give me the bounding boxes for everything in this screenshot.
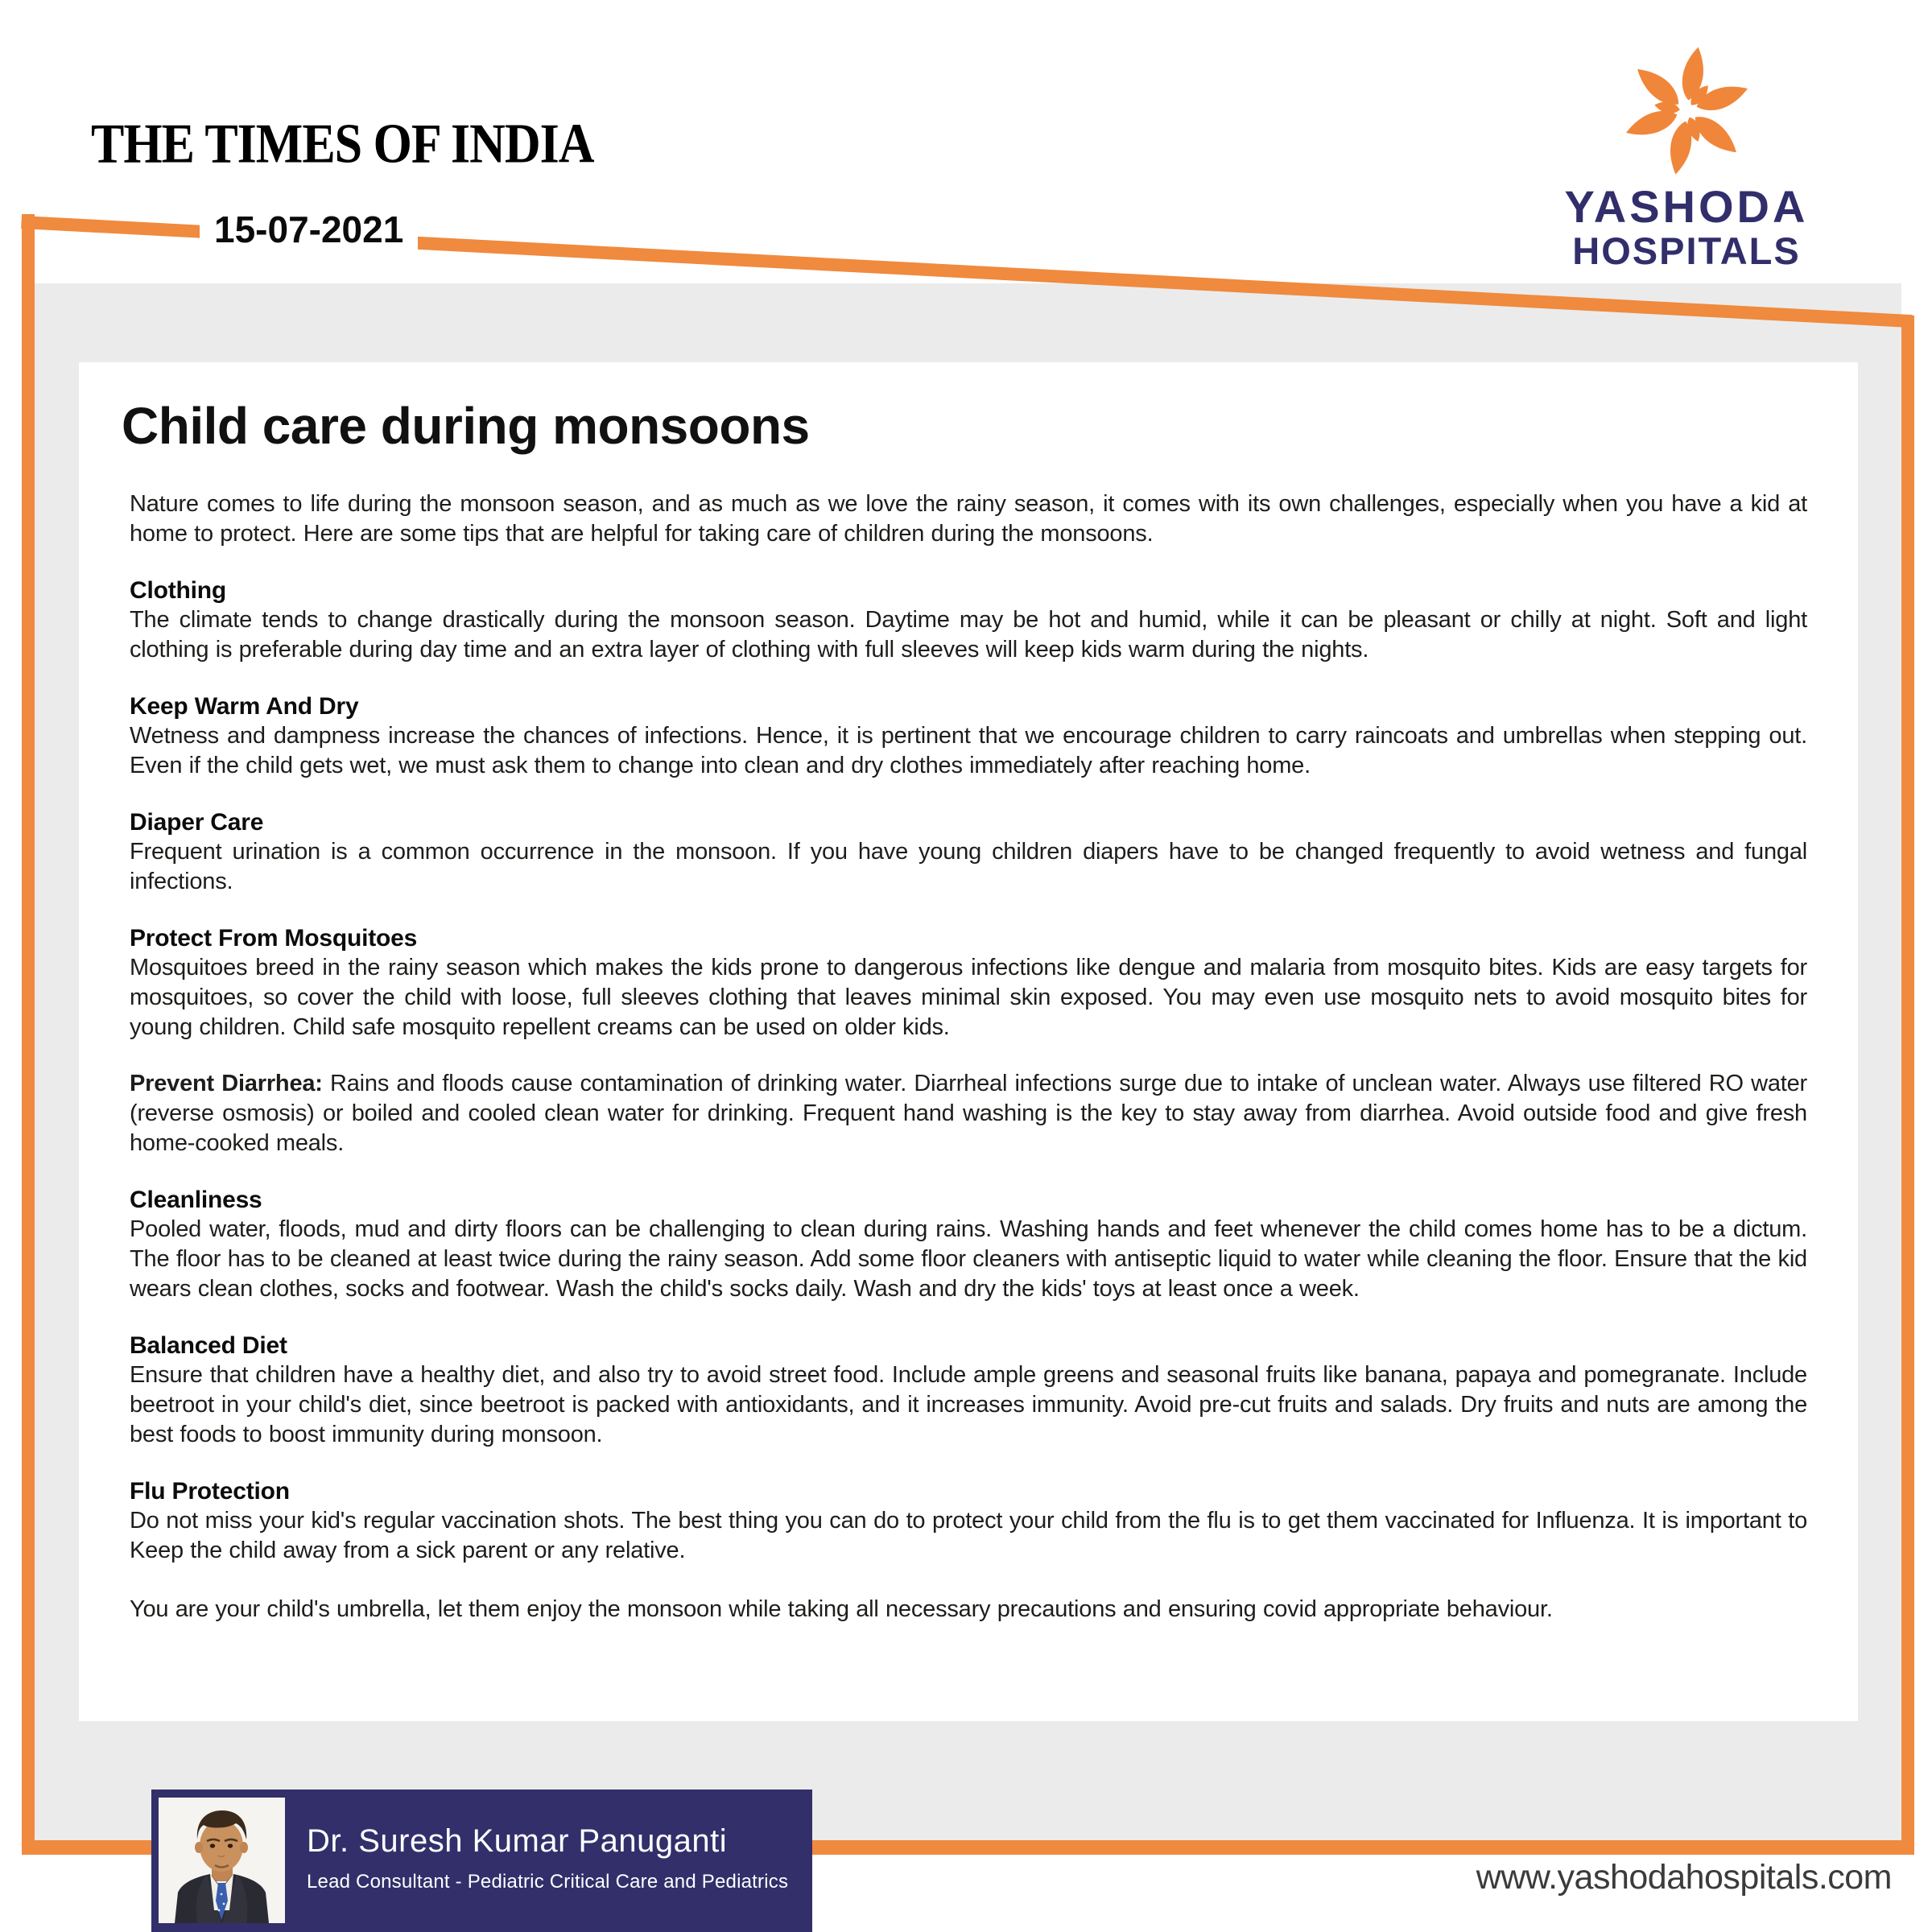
doctor-designation: Lead Consultant - Pediatric Critical Care and Pediatrics [307,1871,789,1893]
article-section [130,1476,1807,1566]
article-section [130,1331,1807,1450]
website-url[interactable]: www.yashodahospitals.com [1476,1858,1892,1897]
publication-date: 15-07-2021 [200,206,418,259]
frame-right-border [1901,316,1914,1854]
newspaper-masthead: THE TIMES OF INDIA [91,114,594,175]
article-section [130,576,1807,665]
section-heading-inline: Prevent Diarrhea: [130,1071,331,1097]
section-paragraph: Frequent urination is a common occurrence in the monsoon. If you have young children diapers have to be changed frequently to avoid wetness and fungal infections. [130,839,1807,895]
doctor-portrait-photo [159,1798,285,1923]
doctor-card [151,1790,812,1932]
article-section [130,1185,1807,1304]
logo-text-line2: HOSPITALS [1572,229,1801,272]
section-paragraph: Pooled water, floods, mud and dirty floors can be challenging to clean during rains. Washing hands and feet whenever the child comes home has to be a dictum. The floor has to be cleaned at least twice during the rainy season. Add some floor cleaners with antiseptic liquid to water while cleaning the floor. Ensure that the kid wears clean clothes, socks and footwear. Wash the child's socks daily. Wash and dry the kids' toys at least once a week. [130,1216,1807,1302]
section-heading: Balanced Diet [130,1332,287,1360]
section-paragraph: The climate tends to change drastically during the monsoon season. Daytime may be hot and humid, while it can be pleasant or chilly at night. Soft and light clothing is preferable during day time and an extra layer of clothing with full sleeves will keep kids warm during the nights. [130,607,1807,663]
article-section [130,1069,1807,1158]
doctor-name: Dr. Suresh Kumar Panuganti [307,1823,728,1859]
section-heading: Clothing [130,577,227,605]
logo-text-line1: YASHODA [1564,181,1809,232]
section-paragraph: Prevent Diarrhea: Rains and floods cause contamination of drinking water. Diarrheal infections surge due to intake of unclean water. Always use filtered RO water (reverse osmosis) or boiled and cooled clean water for drinking. Frequent hand washing is the key to stay away from diarrhea. Avoid outside food and give fresh home-cooked meals. [130,1071,1807,1157]
section-heading: Cleanliness [130,1187,262,1214]
frame-left-border [22,214,35,1854]
article-card [79,362,1858,1721]
section-heading: Keep Warm And Dry [130,693,359,720]
section-heading: Flu Protection [130,1478,290,1505]
article-section [130,691,1807,781]
section-heading: Protect From Mosquitoes [130,925,418,952]
hospital-logo [1550,40,1823,273]
article-sections [130,576,1807,1566]
article-section [130,923,1807,1042]
article-closing: You are your child's umbrella, let them enjoy the monsoon while taking all necessary precautions and ensuring covid appropriate behaviour. [130,1596,1553,1623]
article-intro: Nature comes to life during the monsoon season, and as much as we love the rainy season, it comes with its own challenges, especially when you have a kid at home to protect. Here are some tips that are helpful for taking care of children during the monsoons. [130,491,1807,547]
section-paragraph: Do not miss your kid's regular vaccination shots. The best thing you can do to protect your child from the flu is to get them vaccinated for Influenza. It is important to Keep the child away from a sick parent or any relative. [130,1508,1807,1564]
article-body [130,489,1807,1624]
section-paragraph: Wetness and dampness increase the chances of infections. Hence, it is pertinent that we encourage children to carry raincoats and umbrellas when stepping out. Even if the child gets wet, we must ask them to change into clean and dry clothes immediately after reaching home. [130,723,1807,779]
section-heading: Diaper Care [130,809,264,836]
article-section [130,807,1807,897]
section-paragraph: Ensure that children have a healthy diet, and also try to avoid street food. Include ample greens and seasonal fruits like banana, papaya and pomegranate. Include beetroot in your child's diet, since beetroot is packed with antioxidants, and it increases immunity. Avoid pre-cut fruits and salads. Dry fruits and nuts are among the best foods to boost immunity during monsoon. [130,1362,1807,1448]
section-paragraph: Mosquitoes breed in the rainy season which makes the kids prone to dangerous infections like dengue and malaria from mosquito bites. Kids are easy targets for mosquitoes, so cover the child with loose, full sleeves clothing that leaves minimal skin exposed. You may even use mosquito nets to avoid mosquito bites for young children. Child safe mosquito repellent creams can be used on older kids. [130,955,1807,1041]
flower-icon [1616,40,1757,181]
article-title: Child care during monsoons [122,397,810,455]
